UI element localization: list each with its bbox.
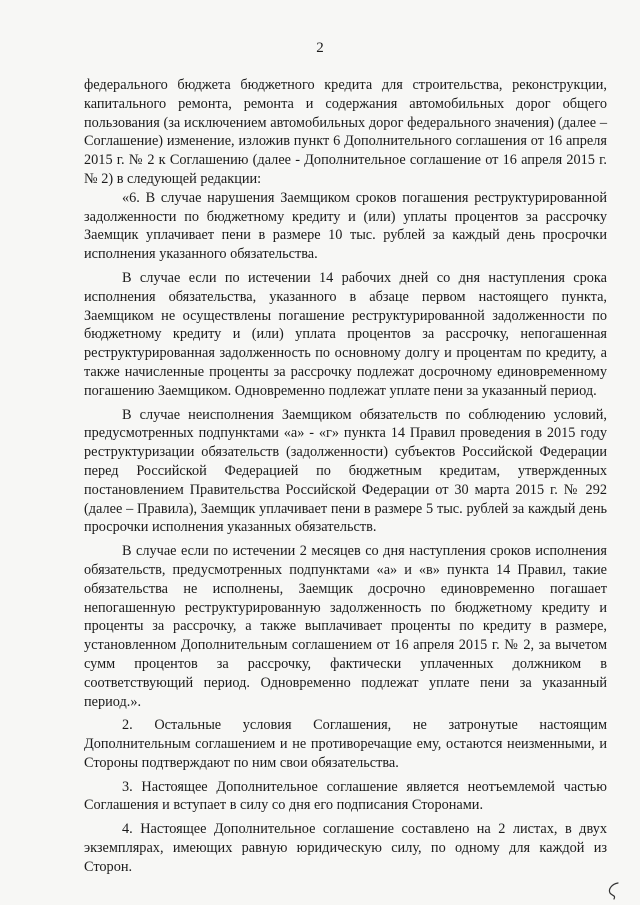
paragraph-clause-6-first: «6. В случае нарушения Заемщиком сроков погашения реструктурированной задолженности по бюджетному кредиту и (или) уплаты процентов за рассрочку Заемщик уплачивает пени в размере 10 тыс. рублей за каждый день просрочки исполнения указанного обязательства. xyxy=(84,189,607,263)
handwritten-mark xyxy=(604,880,624,900)
paragraph-clause-6-third: В случае неисполнения Заемщиком обязательств по соблюдению условий, предусмотренных подпунктами «а» - «г» пункта 14 Правил проведения в 2015 году реструктуризации обязательств (задолженности) субъектов Российской Федерации перед Российской Федерацией по бюджетным кредитам, утвержденных постановлением Правительства Российской Федерации от 30 марта 2015 г. № 292 (далее – Правила), Заемщик уплачивает пени в размере 5 тыс. рублей за каждый день просрочки исполнения указанных обязательств. xyxy=(84,406,607,536)
paragraph-item-2: 2. Остальные условия Соглашения, не затронутые настоящим Дополнительным соглашением и не противоречащие ему, остаются неизменными, и Стороны подтверждают по ним свои обязательства. xyxy=(84,717,607,771)
page-number: 2 xyxy=(316,40,324,56)
paragraph-item-3: 3. Настоящее Дополнительное соглашение является неотъемлемой частью Соглашения и вступает в силу со дня его подписания Сторонами. xyxy=(84,778,607,814)
document-body xyxy=(84,76,607,877)
paragraph-clause-6-second: В случае если по истечении 14 рабочих дней со дня наступления срока исполнения обязательства, указанного в абзаце первом настоящего пункта, Заемщиком не осуществлены погашение реструктурированной задолженности по бюджетному кредиту и (или) уплата процентов за рассрочку, непогашенная реструктурированная задолженность по основному долгу и процентам по кредиту, а также начисленные проценты за рассрочку подлежат досрочному единовременному погашению Заемщиком. Одновременно подлежат уплате пени за указанный период. xyxy=(84,269,607,399)
paragraph-item-4: 4. Настоящее Дополнительное соглашение составлено на 2 листах, в двух экземплярах, имеющих равную юридическую силу, по одному для каждой из Сторон. xyxy=(84,821,607,875)
paragraph-clause-6-fourth: В случае если по истечении 2 месяцев со дня наступления сроков исполнения обязательств, предусмотренных подпунктами «а» и «в» пункта 14 Правил, такие обязательства не исполнены, Заемщик досрочно единовременно погашает непогашенную реструктурированную задолженность по бюджетному кредиту и проценты за рассрочку, а также выплачивает проценты по кредиту в размере, установленном Дополнительным соглашением от 16 апреля 2015 г. № 2, за вычетом сумм процентов за рассрочку, фактически уплаченных должником в соответствующий период. Одновременно подлежат уплате пени за указанный период.». xyxy=(84,543,607,710)
paragraph-intro-continuation: федерального бюджета бюджетного кредита для строительства, реконструкции, капитального ремонта, ремонта и содержания автомобильных дорог общего пользования (за исключением автомобильных дорог федерального значения) (далее – Соглашение) изменение, изложив пункт 6 Дополнительного соглашения от 16 апреля 2015 г. № 2 к Соглашению (далее - Дополнительное соглашение от 16 апреля 2015 г. № 2) в следующей редакции: xyxy=(84,77,607,187)
